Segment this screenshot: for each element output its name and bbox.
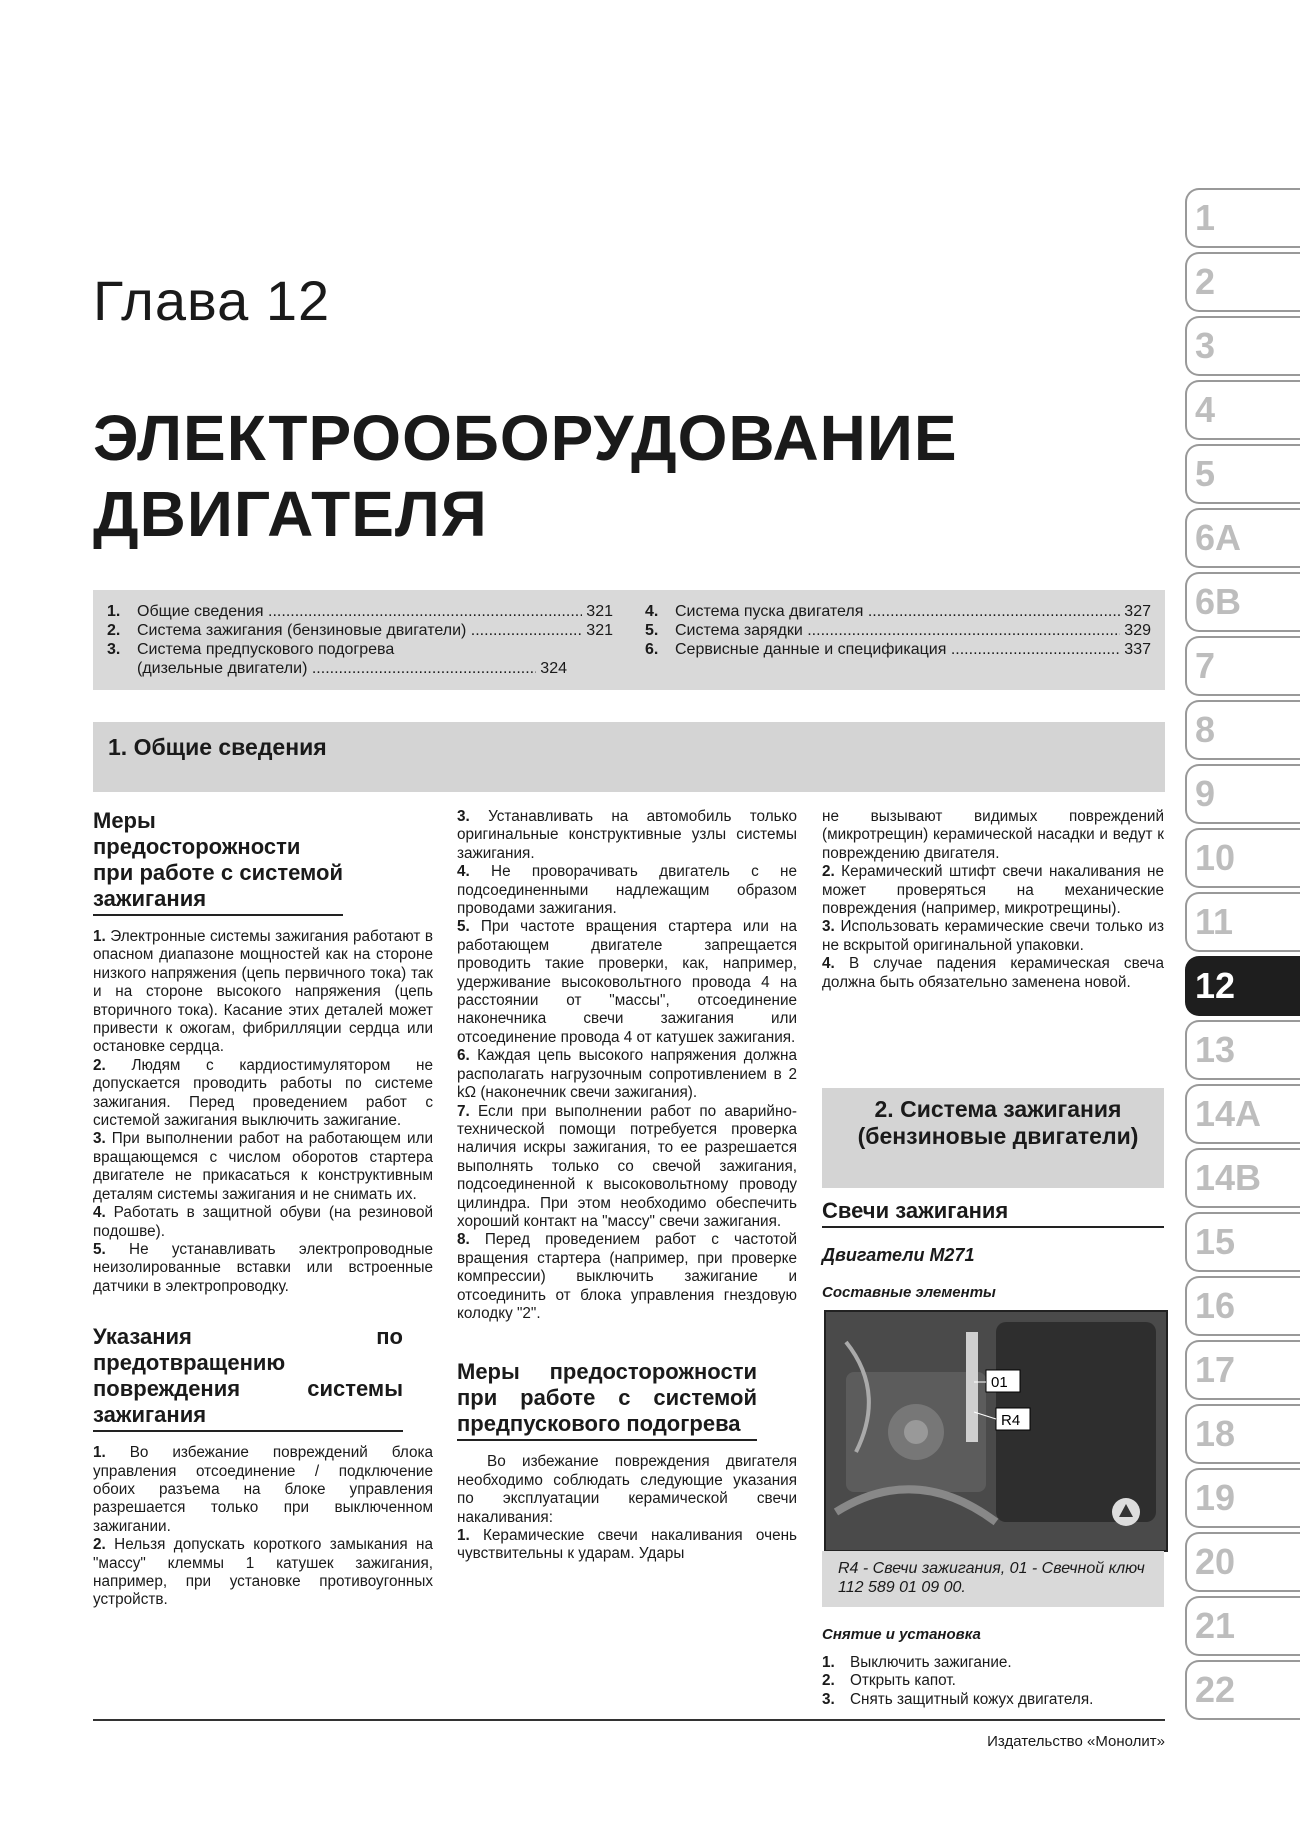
chapter-tab-17[interactable]: 17 [1185, 1340, 1300, 1400]
item-number: 2. [822, 863, 835, 881]
item-text: Устанавливать на автомобиль только оригинальные конструктивные узлы системы зажигания. [457, 808, 797, 862]
section1-title: 1. Общие сведения [108, 734, 327, 760]
toc-num: 3. [107, 641, 121, 658]
item-text: Людям с кардиостимулятором не допускается проводить работы по системе зажигания. Перед проведением работ с системой зажигания выключить зажигание. [93, 1056, 433, 1130]
subheading-preheat-safety: Меры предосторожности при работе с системой предпускового подогрева [457, 1359, 757, 1441]
toc-num: 6. [645, 641, 659, 658]
toc-text: Система предпускового подогрева [137, 641, 395, 658]
column-3 [822, 808, 1164, 992]
toc-page: 324 [540, 660, 567, 677]
footer-divider [93, 1719, 1165, 1721]
item-number: 5. [457, 918, 470, 936]
chapter-tab-14a[interactable]: 14A [1185, 1084, 1300, 1144]
column-2 [457, 808, 797, 1564]
removal-steps [822, 1654, 1164, 1709]
paragraph [93, 1204, 433, 1241]
item-number: 2. [822, 1672, 835, 1690]
subheading-removal: Снятие и установка [822, 1626, 981, 1643]
item-number: 1. [93, 1444, 106, 1462]
item-text: Выключить зажигание. [850, 1654, 1012, 1671]
item-number: 4. [93, 1204, 106, 1222]
item-number: 3. [457, 808, 470, 825]
paragraph [822, 863, 1164, 918]
chapter-tab-13[interactable]: 13 [1185, 1020, 1300, 1080]
chapter-tab-11[interactable]: 11 [1185, 892, 1300, 952]
item-number: 2. [93, 1536, 106, 1554]
chapter-tab-5[interactable]: 5 [1185, 444, 1300, 504]
paragraph [457, 918, 797, 1047]
chapter-tab-6a[interactable]: 6A [1185, 508, 1300, 568]
paragraph [93, 1241, 433, 1296]
chapter-tab-9[interactable]: 9 [1185, 764, 1300, 824]
toc-page: 321 [586, 622, 613, 639]
item-text: Открыть капот. [850, 1672, 956, 1690]
toc-item[interactable] [107, 621, 613, 640]
chapter-tab-22[interactable]: 22 [1185, 1660, 1300, 1720]
chapter-tab-14b[interactable]: 14B [1185, 1148, 1300, 1208]
item-number: 3. [93, 1130, 106, 1148]
list-item [822, 1691, 1164, 1709]
toc-item[interactable] [645, 621, 1151, 640]
item-text: Снять защитный кожух двигателя. [850, 1690, 1094, 1708]
toc-num: 2. [107, 622, 121, 639]
subheading-spark-plugs: Свечи зажигания [822, 1198, 1164, 1228]
paragraph [93, 1444, 433, 1536]
paragraph [457, 863, 797, 918]
paragraph [93, 1130, 433, 1204]
paragraph [93, 1057, 433, 1131]
item-text: Во избежание повреждений блока управления отсоединение / подключение обоих разъема на блоке управления разрешается только при выключенном зажигании. [93, 1444, 433, 1535]
toc-left [107, 602, 613, 678]
toc-item[interactable] [107, 640, 613, 659]
chapter-tab-10[interactable]: 10 [1185, 828, 1300, 888]
item-text: не вызывают видимых повреждений (микротрещин) керамической насадки и ведут к повреждению двигателя. [822, 808, 1164, 862]
chapter-tab-7[interactable]: 7 [1185, 636, 1300, 696]
item-text: При выполнении работ на работающем или вращающемся с числом оборотов стартера двигателе не прикасаться к конструктивным деталям системы зажигания и не снимать их. [93, 1130, 433, 1203]
paragraph [822, 955, 1164, 992]
item-text: Керамический штифт свечи накаливания не может проверяться на механические повреждения (например, микротрещины). [822, 863, 1164, 918]
toc-page: 337 [1124, 641, 1151, 658]
toc-num: 5. [645, 622, 659, 639]
subheading-components: Составные элементы [822, 1284, 996, 1301]
item-text: Нельзя допускать короткого замыкания на "массу" клеммы 1 катушек зажигания, например, при установке противоугонных устройств. [93, 1536, 434, 1609]
chapter-title-line2: ДВИГАТЕЛЯ [93, 478, 488, 550]
toc-item[interactable] [107, 659, 567, 678]
toc-text: Общие сведения ..... [137, 602, 582, 621]
item-number: 5. [93, 1240, 106, 1258]
item-text: Если при выполнении работ по аварийно-технической помощи потребуется проверка наличия искры зажигания, то ее разрешается выполнять только со свечой зажигания, подсоединенной к высоковольтному проводу цилиндра. При этом необходимо обеспечить хороший контакт на "массу" свечи зажигания. [457, 1102, 797, 1230]
chapter-title [93, 400, 958, 552]
toc-text: (дизельные двигатели) ..... [137, 659, 536, 678]
toc-text: Система зажигания (бензиновые двигатели) ..... [137, 621, 582, 640]
photo-label-01: 01 [991, 1374, 1008, 1391]
paragraph [457, 1103, 797, 1232]
toc-page: 321 [586, 603, 613, 620]
chapter-tab-20[interactable]: 20 [1185, 1532, 1300, 1592]
chapter-tab-16[interactable]: 16 [1185, 1276, 1300, 1336]
chapter-title-line1: ЭЛЕКТРООБОРУДОВАНИЕ [93, 402, 958, 474]
subheading-damage-prevention: Указания по предотвращению повреждения системы зажигания [93, 1324, 403, 1432]
item-number: 4. [822, 955, 835, 973]
chapter-tab-3[interactable]: 3 [1185, 316, 1300, 376]
caption-text: R4 - Свечи зажигания, 01 - Свечной ключ 112 589 01 09 00. [838, 1560, 1145, 1596]
chapter-label: Глава 12 [93, 269, 331, 332]
toc-num [107, 659, 137, 678]
subheading-engines: Двигатели М271 [822, 1245, 975, 1265]
toc-text: Сервисные данные и спецификация ..... [675, 640, 1120, 659]
photo-caption [822, 1551, 1164, 1607]
chapter-tab-21[interactable]: 21 [1185, 1596, 1300, 1656]
item-number: 4. [457, 863, 470, 881]
chapter-tab-12[interactable]: 12 [1185, 956, 1300, 1016]
item-text: В случае падения керамическая свеча должна быть обязательно заменена новой. [822, 955, 1164, 991]
engine-photo [824, 1310, 1168, 1552]
column-1 [93, 808, 433, 1610]
item-number: 1. [93, 928, 106, 945]
item-number: 1. [457, 1527, 470, 1544]
paragraph [457, 1231, 797, 1323]
toc-item[interactable] [107, 602, 613, 621]
list-item [822, 1654, 1164, 1672]
item-text: Использовать керамические свечи только из не вскрытой оригинальной упаковки. [822, 918, 1164, 954]
toc-right [645, 602, 1151, 659]
item-number: 6. [457, 1047, 470, 1065]
item-text: Керамические свечи накаливания очень чувствительны к ударам. Удары [457, 1527, 797, 1563]
photo-label-r4: R4 [1001, 1412, 1021, 1429]
toc-text: Система зарядки ..... [675, 621, 1120, 640]
chapter-tab-15[interactable]: 15 [1185, 1212, 1300, 1272]
toc-num: 1. [107, 603, 121, 620]
toc-item[interactable] [645, 602, 1151, 621]
publisher: Издательство «Монолит» [987, 1733, 1165, 1750]
item-text: Каждая цепь высокого напряжения должна располагать нагрузочным сопротивлением в 2 kΩ (наконечник свечи зажигания). [457, 1047, 797, 1102]
item-number: 2. [93, 1056, 106, 1074]
chapter-tab-4[interactable]: 4 [1185, 380, 1300, 440]
chapter-tab-19[interactable]: 19 [1185, 1468, 1300, 1528]
paragraph [93, 1536, 433, 1610]
list-item [822, 1672, 1164, 1690]
chapter-tab-8[interactable]: 8 [1185, 700, 1300, 760]
item-text: Электронные системы зажигания работают в опасном диапазоне мощностей как на стороне низкого напряжения (цепь первичного тока) так и на стороне высокого напряжения (цепь вторичного тока). Касание этих деталей может привести к ожогам, фибрилляции сердца или остановке сердца. [93, 928, 434, 1056]
item-text: Во избежание повреждения двигателя необходимо соблюдать следующие указания по эксплуатации керамической свечи накаливания: [457, 1453, 797, 1526]
paragraph [457, 1527, 797, 1564]
engine-illustration [826, 1312, 1166, 1550]
item-number: 1. [822, 1654, 835, 1671]
chapter-tab-18[interactable]: 18 [1185, 1404, 1300, 1464]
item-text: Не устанавливать электропроводные неизолированные вставки или встроенные датчики в электропроводку. [93, 1240, 433, 1295]
chapter-tab-6b[interactable]: 6B [1185, 572, 1300, 632]
item-number: 3. [822, 1690, 835, 1708]
toc-text: Система пуска двигателя ..... [675, 602, 1120, 621]
item-text: При частоте вращения стартера или на работающем двигателе запрещается проводить такие проверки, как, например, удерживание высоковольтного провода 4 на расстоянии от "массы", отсоединение наконечника свечи зажигания или отсоединение провода 4 от катушек зажигания. [457, 918, 797, 1046]
toc-item[interactable] [645, 640, 1151, 659]
paragraph [93, 928, 433, 1057]
paragraph [457, 1453, 797, 1527]
paragraph [822, 808, 1164, 863]
section2-title: 2. Система зажигания (бензиновые двигатели) [857, 1096, 1139, 1149]
item-text: Перед проведением работ с частотой вращения стартера (например, при проверке компрессии) выключить зажигание и отсоединить от блока управления гнездовую колодку "2". [457, 1231, 797, 1322]
paragraph [822, 918, 1164, 955]
chapter-tab-1[interactable]: 1 [1185, 188, 1300, 248]
item-text: Не проворачивать двигатель с не подсоединенными надлежащим образом проводами зажигания. [457, 863, 798, 918]
item-text: Работать в защитной обуви (на резиновой подошве). [93, 1204, 433, 1240]
item-number: 7. [457, 1102, 470, 1120]
table-of-contents [93, 590, 1165, 690]
paragraph [457, 1047, 797, 1102]
paragraph [457, 808, 797, 863]
subheading-ignition-safety: Меры предосторожности при работе с системой зажигания [93, 808, 343, 916]
item-number: 3. [822, 918, 835, 936]
toc-page: 329 [1124, 622, 1151, 639]
toc-num: 4. [645, 603, 659, 620]
toc-page: 327 [1124, 603, 1151, 620]
item-number: 8. [457, 1231, 470, 1249]
chapter-tab-2[interactable]: 2 [1185, 252, 1300, 312]
